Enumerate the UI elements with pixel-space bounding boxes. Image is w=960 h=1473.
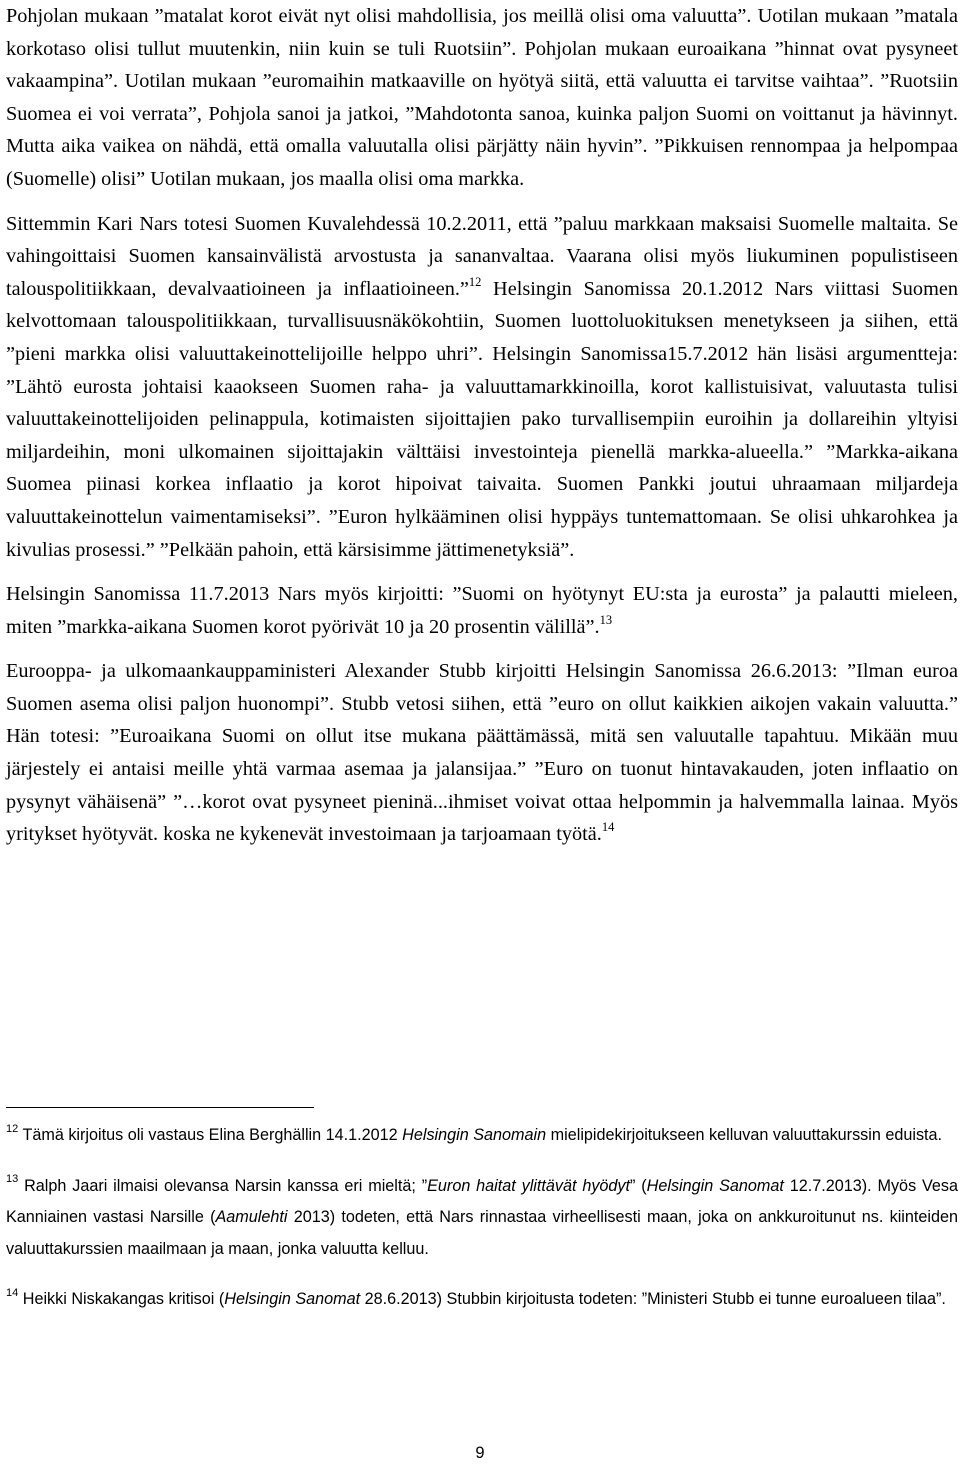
footnote-12 [6,1120,958,1152]
footnote-text: Tämä kirjoitus oli vastaus Elina Berghällin 14.1.2012 [18,1126,403,1144]
footnote-text: Heikki Niskakangas kritisoi ( [18,1290,225,1308]
footnote-text: 12.7.2013). Myös Vesa Kanniainen vastasi Narsille ( [6,1176,959,1226]
footnote-text: ” ( [630,1176,647,1195]
footnote-number: 13 [6,1173,19,1186]
body-paragraph-1 [6,0,958,196]
body-paragraph-2 [6,208,958,567]
footnote-number: 12 [6,1122,19,1135]
document-page [6,0,959,1308]
footnote-reference-14[interactable]: 14 [601,820,615,835]
footnote-number: 14 [6,1286,19,1299]
footnote-text: 2013) todeten, että Nars rinnastaa virheellisesti maan, joka on ankkuroitunut ns. kiinteiden valuuttakurssien maailmaan ja maan, jonka valuutta kelluu. [6,1208,958,1258]
footnote-italic-title: Euron haitat ylittävät hyödyt [427,1176,631,1195]
paragraph-text: Pohjolan mukaan ”matalat korot eivät nyt olisi mahdollisia, jos meillä olisi oma valuutta”. Uotilan mukaan ”matala korkotaso olisi tullut muutenkin, niin kuin se tuli Ruotsiin”. Pohjolan mukaan euroaikana ”hinnat ovat pysyneet vakaampina”. Uotilan mukaan ”euromaihin matkaaville on hyötyä siitä, että valuutta ei tarvitse vaihtaa”. ”Ruotsiin Suomea ei voi verrata”, Pohjola sanoi ja jatkoi, ”Mahdotonta sanoa, kuinka paljon Suomi on voittanut ja hävinnyt. Mutta aika vaikea on nähdä, että omalla valuutalla olisi pärjätty näin hyvin”. ”Pikkuisen rennompaa ja helpompaa (Suomelle) olisi” Uotilan mukaan, jos maalla olisi oma markka. [6,5,958,190]
paragraph-text: Helsingin Sanomissa 20.1.2012 Nars viittasi Suomen kelvottomaan talouspolitiikkaan, turvallisuusnäkökohtiin, Suomen luottoluokituksen menetykseen ja siihen, että ”pieni markka olisi valuuttakeinottelijoille helppo uhri”. Helsingin Sanomissa15.7.2012 hän lisäsi argumentteja: ”Lähtö eurosta johtaisi kaaokseen Suomen raha- ja valuuttamarkkinoilla, korot kallistuisivat, valuutasta tulisi valuuttakeinottelijoiden pelinappula, kotimaisten sijoittajien pako turvallisempiin euroihin ja dollareihin yltyisi miljardeihin, moni ulkomainen sijoittajakin välttäisi investointeja pienellä markka-alueella.” ”Markka-aikana Suomea piinasi korkea inflaatio ja korot hipoivat taivaita. Suomen Pankki joutui uhraamaan miljardeja valuuttakeinottelun vaimentamiseksi”. ”Euron hylkääminen olisi hyppäys tuntemattomaan. Se olisi uhkarohkea ja kivulias prosessi.” ”Pelkään pahoin, että kärsisimme jättimenetyksiä”. [6,277,958,561]
footnote-text: Ralph Jaari ilmaisi olevansa Narsin kanssa eri mieltä; ” [18,1176,428,1195]
footnote-reference-13[interactable]: 13 [599,612,613,627]
footnote-italic-title: Helsingin Sanomat [646,1176,784,1195]
page-number: 9 [475,1444,485,1462]
body-paragraph-3 [6,578,958,643]
body-paragraph-4 [6,655,958,851]
footnote-14 [6,1284,958,1316]
footnote-text: mielipidekirjoitukseen kelluvan valuuttakurssin eduista. [546,1126,943,1144]
footnote-italic-title: Aamulehti [215,1208,288,1226]
footnotes [6,1120,958,1316]
footnote-italic-title: Helsingin Sanomat [224,1290,361,1308]
footnote-reference-12[interactable]: 12 [468,274,482,289]
paragraph-text: Sittemmin Kari Nars totesi Suomen Kuvalehdessä 10.2.2011, että ”paluu markkaan maksaisi Suomelle maltaita. Se vahingoittaisi Suomen kansainvälistä arvostusta ja sananvaltaa. Vaarana olisi myös liukuminen populistiseen talouspolitiikkaan, devalvaatioineen ja inflaatioineen.” [6,212,958,300]
paragraph-text: Helsingin Sanomissa 11.7.2013 Nars myös kirjoitti: ”Suomi on hyötynyt EU:sta ja eurosta” ja palautti mieleen, miten ”markka-aikana Suomen korot pyörivät 10 ja 20 prosentin välillä”. [6,583,958,638]
paragraph-text: Eurooppa- ja ulkomaankauppaministeri Alexander Stubb kirjoitti Helsingin Sanomissa 26.6.2013: ”Ilman euroa Suomen asema olisi paljon huonompi”. Stubb vetosi siihen, että ”euro on ollut kaikkien aikojen vakain valuutta.” Hän totesi: ”Euroaikana Suomi on ollut itse mukana päättämässä, mitä sen valuutalle tapahtuu. Mikään muu järjestely ei antaisi meille yhtä varmaa asemaa ja jalansijaa.” ”Euro on tuonut hintavakauden, joten inflaatio on pysynyt vähäisenä” ”…korot ovat pysyneet pieninä...ihmiset voivat ottaa helpommin ja halvemmalla lainaa. Myös yritykset hyötyvät. koska ne kykenevät investoimaan ja tarjoamaan työtä. [6,660,958,846]
footnote-text: 28.6.2013) Stubbin kirjoitusta todeten: ”Ministeri Stubb ei tunne euroalueen tilaa”. [360,1290,946,1308]
footnote-separator [6,1107,314,1108]
footnote-italic-title: Helsingin Sanomain [402,1126,547,1144]
footnote-13 [6,1171,958,1266]
